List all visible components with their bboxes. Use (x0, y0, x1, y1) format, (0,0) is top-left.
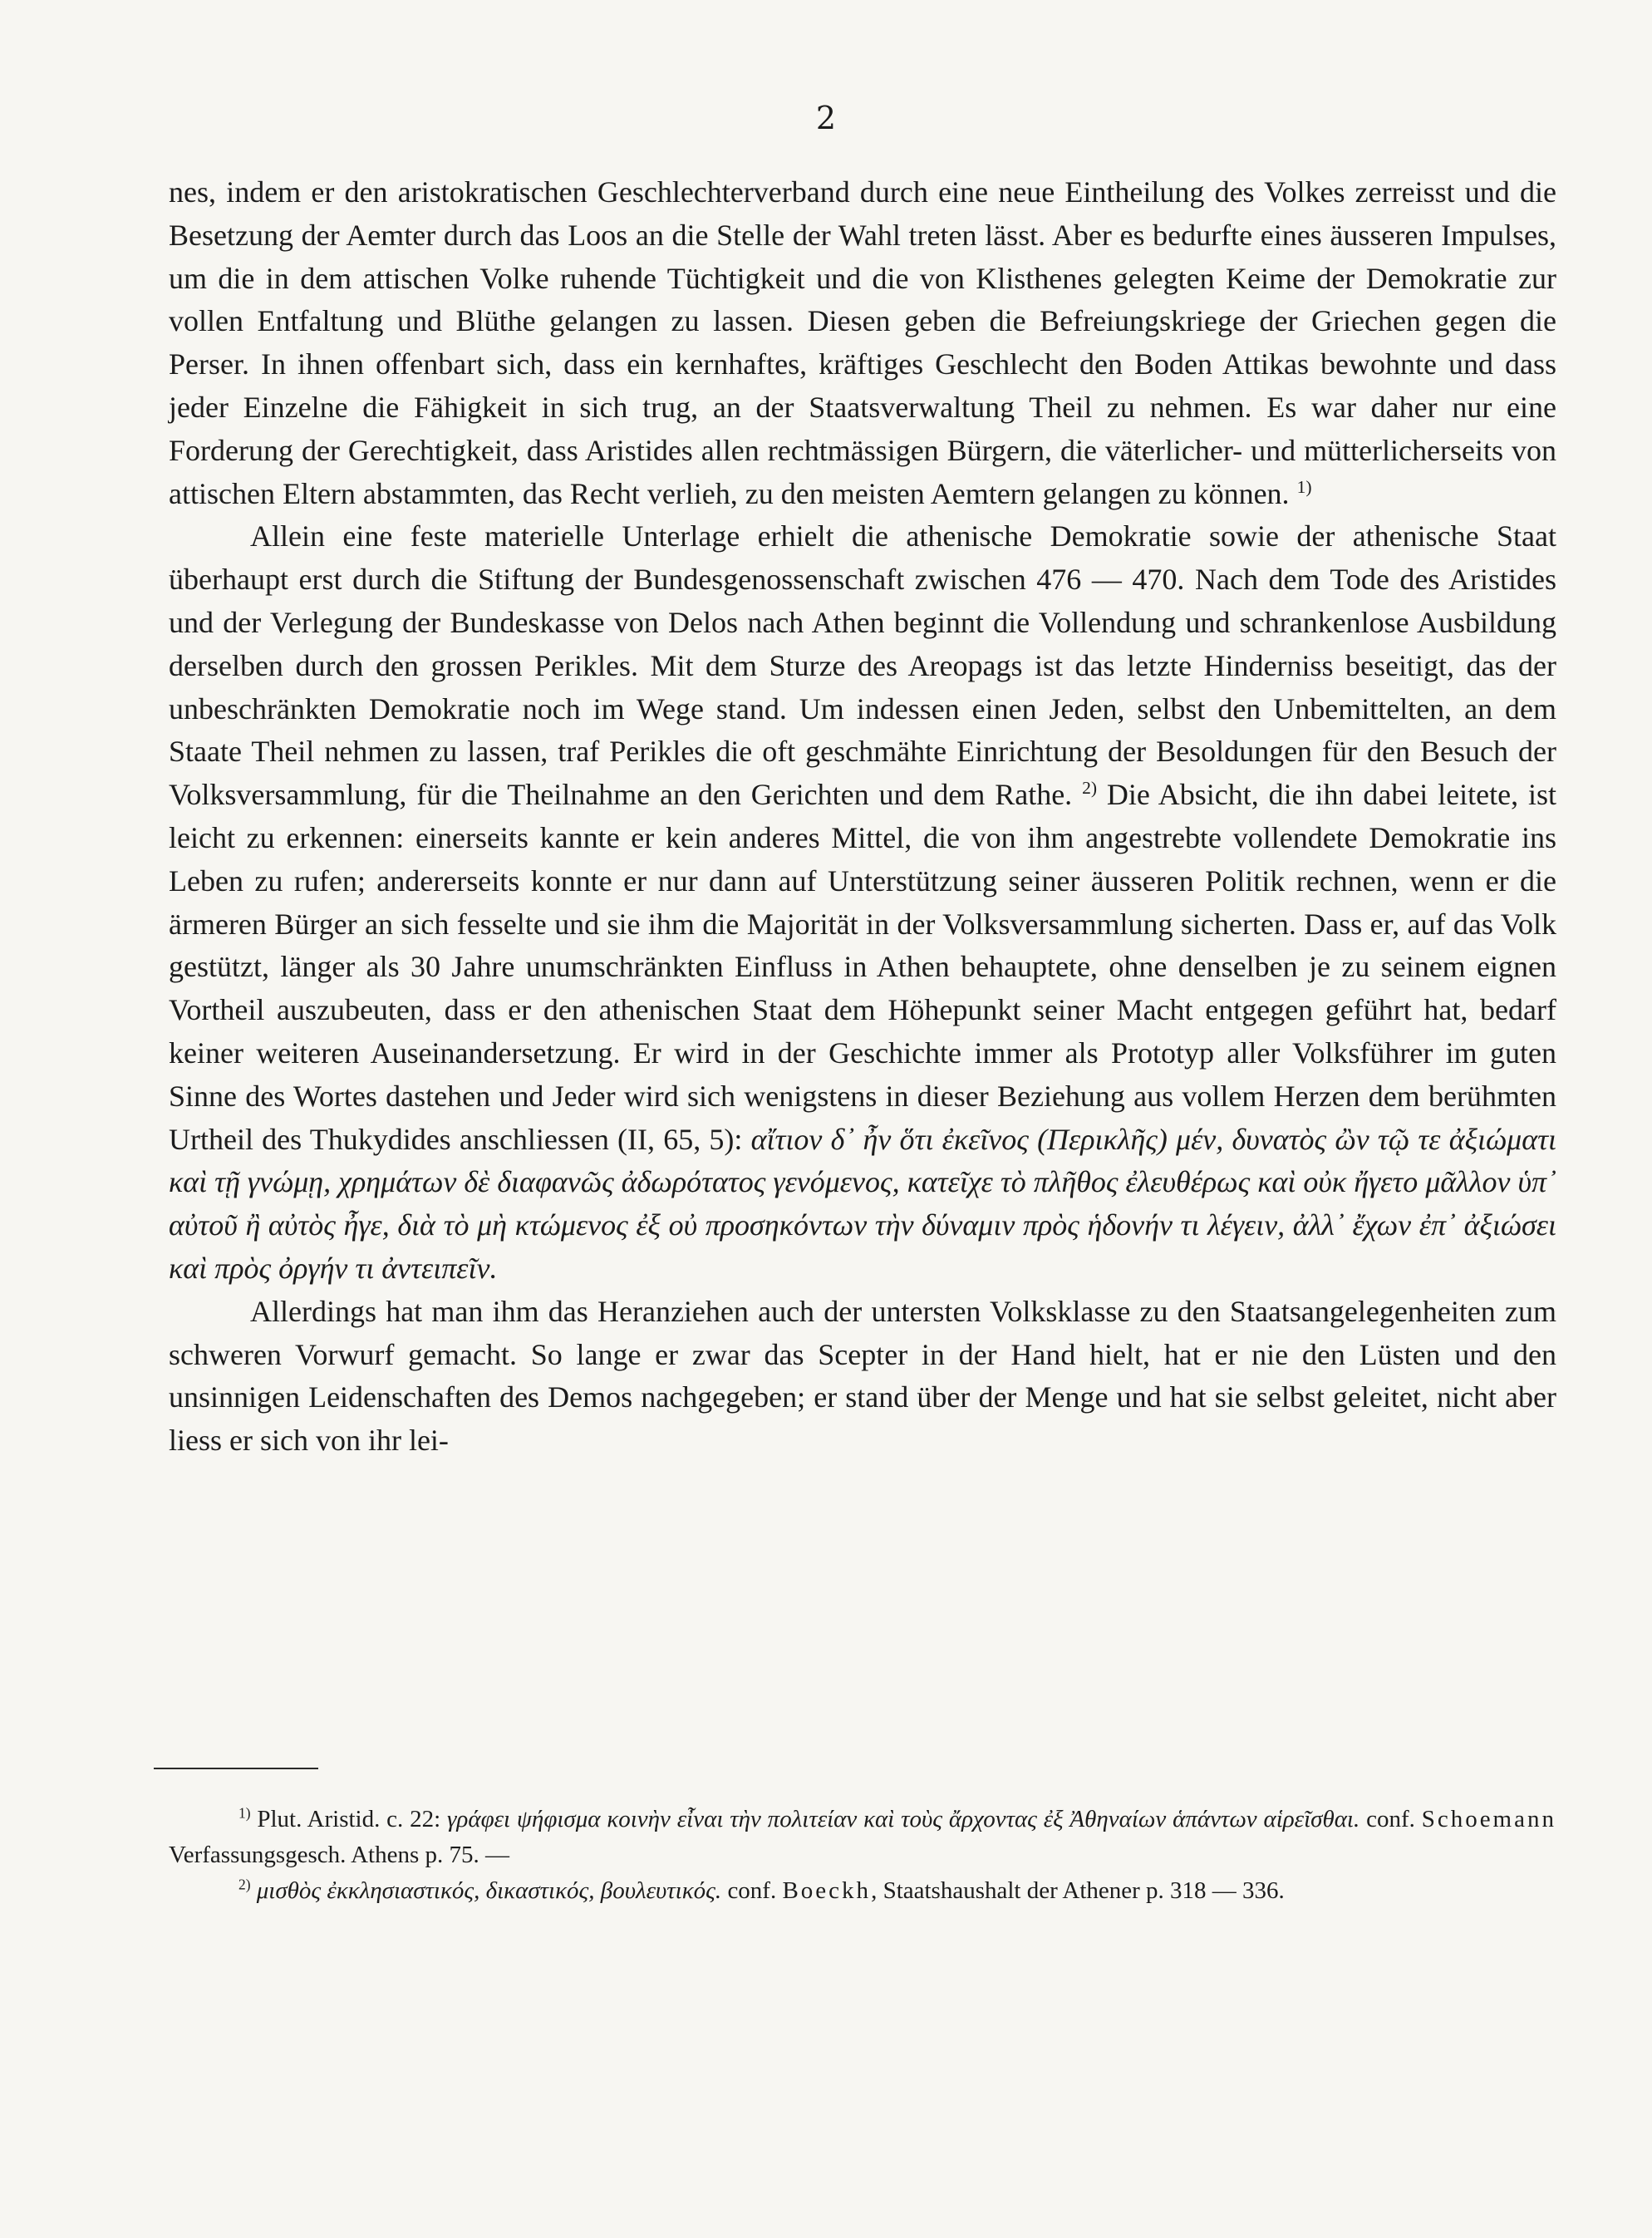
paragraph-footnote-ref: 2) (1082, 778, 1098, 799)
footnote-author-name: Schoemann (1421, 1806, 1556, 1832)
paragraph (169, 1291, 1556, 1463)
paragraph (169, 171, 1556, 515)
paragraph-greek-quote: αἴτιον δ᾽ ἦν ὅτι ἐκεῖνος (Περικλῆς) μέν, δυνατὸς ὢν τῷ τε ἀξιώματι καὶ τῇ γνώμῃ, χρημάτων δὲ διαφανῶς ἀδωρότατος γενόμενος, κατεῖχε τὸ πλῆθος ἐλευθέρως καὶ οὐκ ἤγετο μᾶλλον ὑπ᾽ αὐτοῦ ἢ αὐτὸς ἦγε, διὰ τὸ μὴ κτώμενος ἐξ οὐ προσηκόντων τὴν δύναμιν πρὸς ἡδονήν τι λέγειν, ἀλλ᾽ ἔχων ἐπ᾽ ἀξιώσει καὶ πρὸς ὀργήν τι ἀντειπεῖν. (169, 1122, 1556, 1285)
footnote-text-run: conf. (721, 1877, 783, 1904)
footnote-footnote-ref: 1) (238, 1804, 251, 1822)
paragraph-text-run: Allein eine feste materielle Unterlage erhielt die athenische Demokratie sowie der athenische Staat überhaupt erst durch die Stiftung der Bundesgenossenschaft zwischen 476 — 470. Nach dem Tode des Aristides und der Verlegung der Bundeskasse von Delos nach Athen beginnt die Vollendung und schrankenlose Ausbildung derselben durch den grossen Perikles. Mit dem Sturze des Areopags ist das letzte Hinderniss beseitigt, das der unbeschränkten Demokratie noch im Wege stand. Um indessen einen Jeden, selbst den Unbemittelten, an dem Staate Theil nehmen zu lassen, traf Perikles die oft geschmähte Einrichtung der Besoldungen für den Besuch der Volksversammlung, für die Theilnahme an den Gerichten und dem Rathe. (169, 519, 1556, 812)
paragraph-text-run: Die Absicht, die ihn dabei leitete, ist leicht zu erkennen: einerseits kannte er kein anderes Mittel, die von ihm angestrebte vollendete Demokratie ins Leben zu rufen; andererseits konnte er nur dann auf Unterstützung seiner äusseren Politik rechnen, wenn er die ärmeren Bürger an sich fesselte und sie ihm die Majorität in der Volksversammlung sicherten. Dass er, auf das Volk gestützt, länger als 30 Jahre unumschränkten Einfluss in Athen behauptete, ohne denselben je zu seinem eignen Vortheil auszubeuten, dass er den athenischen Staat dem Höhepunkt seiner Macht entgegen geführt hat, bedarf keiner weiteren Auseinandersetzung. Er wird in der Geschichte immer als Prototyp aller Volksführer im guten Sinne des Wortes dastehen und Jeder wird sich wenigstens in dieser Beziehung aus vollem Herzen dem berühmten Urtheil des Thukydides anschliessen (II, 65, 5): (169, 778, 1556, 1156)
main-text (169, 171, 1556, 1463)
footnote (169, 1802, 1556, 1873)
footnote (169, 1873, 1556, 1909)
paragraph-text-run: Allerdings hat man ihm das Heranziehen auch der untersten Volksklasse zu den Staatsangelegenheiten zum schweren Vorwurf gemacht. So lange er zwar das Scepter in der Hand hielt, hat er nie den Lüsten und den unsinnigen Leidenschaften des Demos nachgegeben; er stand über der Menge und hat sie selbst geleitet, nicht aber liess er sich von ihr lei- (169, 1294, 1556, 1458)
footnote-text-run: conf. (1359, 1806, 1422, 1832)
footnote-text-run: Plut. Aristid. c. 22: (250, 1806, 447, 1832)
footnotes (169, 1802, 1556, 1909)
paragraph-footnote-ref: 1) (1296, 476, 1312, 497)
footnote-greek-quote: μισθὸς ἐκκλησιαστικός, δικαστικός, βουλευτικός. (256, 1877, 722, 1904)
paragraph (169, 515, 1556, 1290)
footnote-author-name: Boeckh (782, 1877, 872, 1904)
footnote-text-run (251, 1877, 257, 1904)
footnote-text-run: , Staatshaushalt der Athener p. 318 — 336. (871, 1877, 1285, 1904)
page-number: 2 (815, 100, 837, 136)
paragraph-text-run: nes, indem er den aristokratischen Geschlechterverband durch eine neue Eintheilung des Volkes zerreisst und die Besetzung der Aemter durch das Loos an die Stelle der Wahl treten lässt. Aber es bedurfte eines äusseren Impulses, um die in dem attischen Volke ruhende Tüchtigkeit und die von Klisthenes gelegten Keime der Demokratie zur vollen Entfaltung und Blüthe gelangen zu lassen. Diesen geben die Befreiungskriege der Griechen gegen die Perser. In ihnen offenbart sich, dass ein kernhaftes, kräftiges Geschlecht den Boden Attikas bewohnte und dass jeder Einzelne die Fähigkeit in sich trug, an der Staatsverwaltung Theil zu nehmen. Es war daher nur eine Forderung der Gerechtigkeit, dass Aristides allen rechtmässigen Bürgern, die väterlicher- und mütterlicherseits von attischen Eltern abstammten, das Recht verlieh, zu den meisten Aemtern gelangen zu können. (169, 175, 1556, 510)
footnote-greek-quote: γράφει ψήφισμα κοινὴν εἶναι τὴν πολιτείαν καὶ τοὺς ἄρχοντας ἐξ Ἀθηναίων ἁπάντων αἱρεῖσθαι. (447, 1806, 1360, 1832)
footnote-footnote-ref: 2) (238, 1876, 251, 1893)
footnote-text-run: Verfassungsgesch. Athens p. 75. — (169, 1842, 509, 1868)
footnote-divider (154, 1768, 318, 1769)
